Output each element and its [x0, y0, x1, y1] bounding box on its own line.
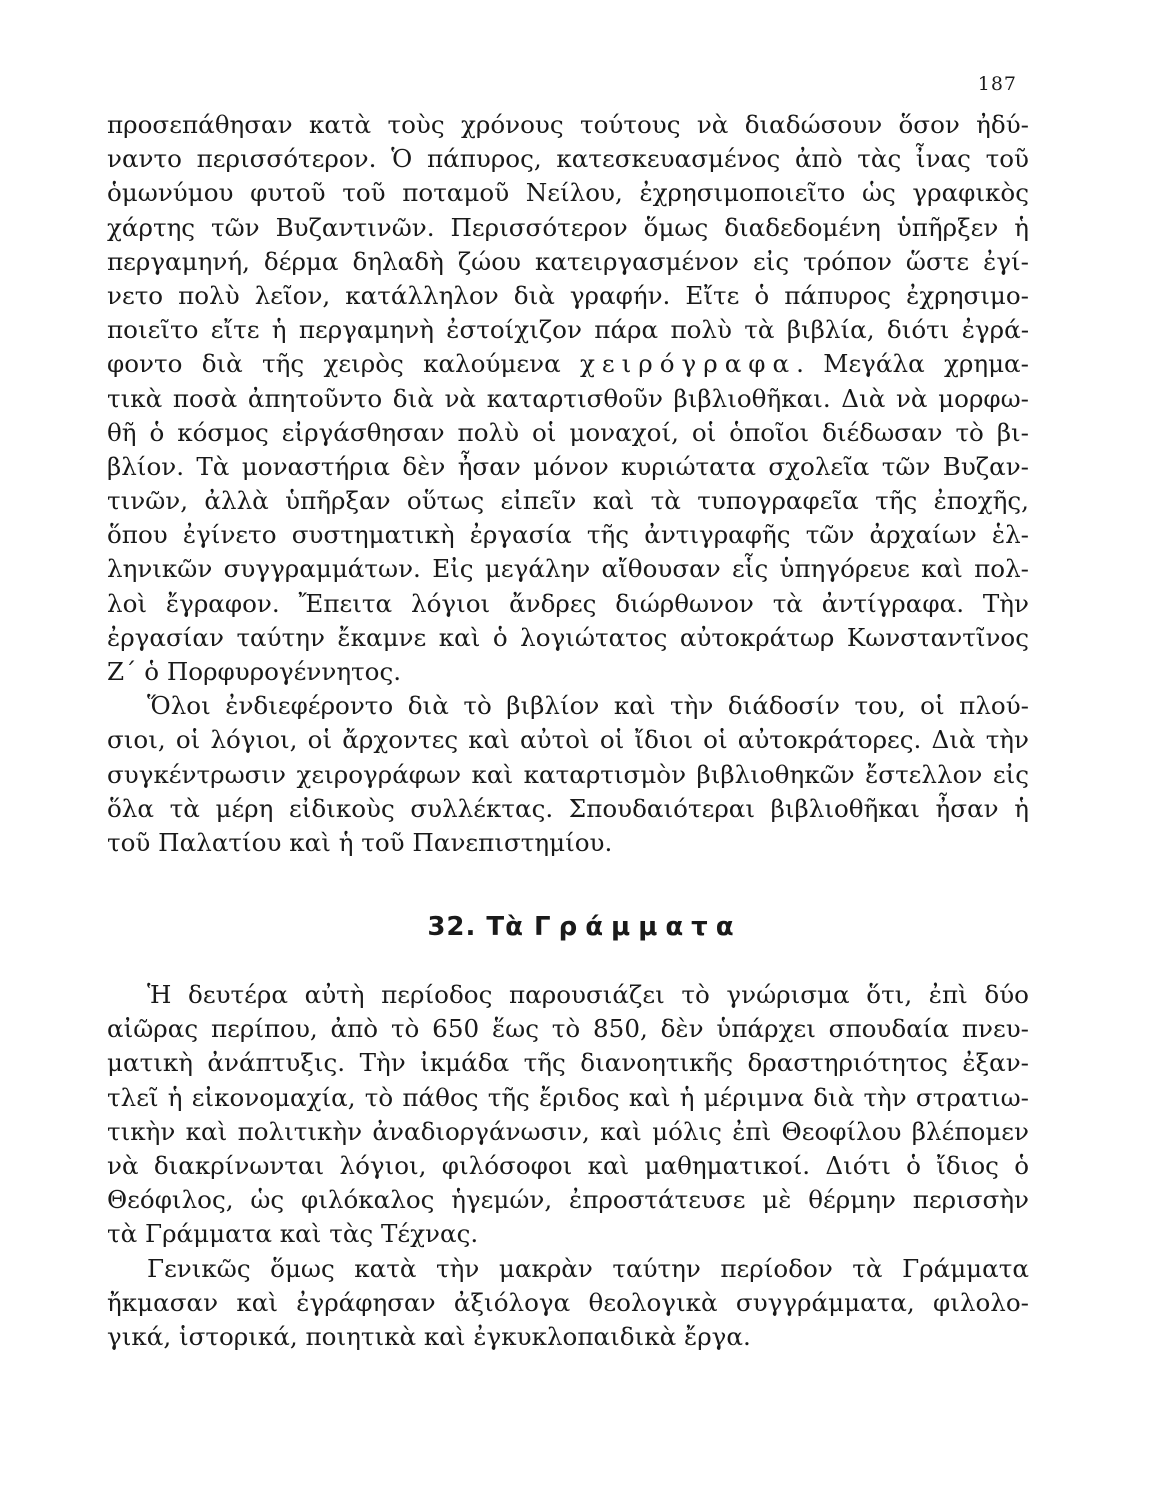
- section-one-text: [107, 108, 1029, 860]
- text-line: Ἡ δευτέρα αὐτὴ περίοδος παρουσιάζει τὸ γνώρισμα ὅτι, ἐπὶ δύο: [147, 980, 1029, 1009]
- text-line: ποιεῖτο εἴτε ἡ περγαμηνὴ ἐστοίχιζον πάρα πολὺ τὰ βιβλία, διότι ἐγρά-: [107, 315, 1029, 345]
- text-line: τὰ Γράμματα καὶ τὰς Τέχνας.: [107, 1219, 479, 1249]
- text-line: γικά, ἱστορικά, ποιητικὰ καὶ ἐγκυκλοπαιδικὰ ἔργα.: [107, 1321, 751, 1351]
- section-heading: [0, 912, 1169, 942]
- text-line: ματικὴ ἀνάπτυξις. Τὴν ἰκμάδα τῆς διανοητικῆς δραστηριότητος ἐξαν-: [107, 1048, 1029, 1078]
- text-line: ληνικῶν συγγραμμάτων. Εἰς μεγάλην αἴθουσαν εἷς ὑπηγόρευε καὶ πολ-: [107, 554, 1029, 584]
- text-line: ὅπου ἐγίνετο συστηματικὴ ἐργασία τῆς ἀντιγραφῆς τῶν ἀρχαίων ἑλ-: [107, 520, 1029, 550]
- text-fragment: φοντο διὰ τῆς χειρὸς καλούμενα: [107, 349, 580, 379]
- paragraph-1: [107, 108, 1029, 689]
- paragraph-3: [107, 978, 1029, 1252]
- paragraph-2: [107, 689, 1029, 860]
- text-line: [107, 347, 1029, 381]
- text-line: σιοι, οἱ λόγιοι, οἱ ἄρχοντες καὶ αὐτοὶ οἱ ἴδιοι οἱ αὐτοκράτορες. Διὰ τὴν: [107, 725, 1029, 755]
- text-line: ἤκμασαν καὶ ἐγράφησαν ἀξιόλογα θεολογικὰ συγγράμματα, φιλολο-: [107, 1287, 1029, 1317]
- text-line: ἐργασίαν ταύτην ἔκαμνε καὶ ὁ λογιώτατος αὐτοκράτωρ Κωνσταντῖνος: [107, 622, 1029, 652]
- text-line: συγκέντρωσιν χειρογράφων καὶ καταρτισμὸν βιβλιοθηκῶν ἔστελλον εἰς: [107, 759, 1029, 789]
- text-line: λοὶ ἔγραφον. Ἔπειτα λόγιοι ἄνδρες διώρθωνον τὰ ἀντίγραφα. Τὴν: [107, 588, 1029, 618]
- text-line: τλεῖ ἡ εἰκονομαχία, τὸ πάθος τῆς ἔριδος καὶ ἡ μέριμνα διὰ τὴν στρατιω-: [107, 1082, 1029, 1112]
- paragraph-4: [107, 1252, 1029, 1355]
- text-line: προσεπάθησαν κατὰ τοὺς χρόνους τούτους νὰ διαδώσουν ὅσον ἠδύ-: [107, 110, 1029, 139]
- text-line: τικὴν καὶ πολιτικὴν ἀναδιοργάνωσιν, καὶ μόλις ἐπὶ Θεοφίλου βλέπομεν: [107, 1116, 1029, 1146]
- text-line: ὁμωνύμου φυτοῦ τοῦ ποταμοῦ Νείλου, ἐχρησιμοποιεῖτο ὡς γραφικὸς: [107, 178, 1029, 208]
- text-line: Ζ΄ ὁ Πορφυρογέννητος.: [107, 657, 402, 686]
- text-line: Θεόφιλος, ὡς φιλόκαλος ἡγεμών, ἐπροστάτευσε μὲ θέρμην περισσὴν: [107, 1185, 1029, 1215]
- text-line: τινῶν, ἀλλὰ ὑπῆρξαν οὕτως εἰπεῖν καὶ τὰ τυπογραφεῖα τῆς ἐποχῆς,: [107, 486, 1029, 516]
- section-number: 32.: [427, 912, 477, 942]
- text-line: βλίον. Τὰ μοναστήρια δὲν ἦσαν μόνον κυριώτατα σχολεῖα τῶν Βυζαν-: [107, 451, 1029, 481]
- text-line: περγαμηνή, δέρμα δηλαδὴ ζώου κατειργασμένον εἰς τρόπον ὥστε ἐγί-: [107, 246, 1029, 276]
- text-line: ναντο περισσότερον. Ὁ πάπυρος, κατεσκευασμένος ἀπὸ τὰς ἶνας τοῦ: [107, 144, 1029, 174]
- emphasized-word: χειρόγραφα: [579, 349, 797, 379]
- text-fragment: . Μεγάλα χρημα-: [796, 349, 1029, 379]
- section-title-article: Τὰ: [486, 912, 525, 942]
- section-title-word: Γράμματα: [534, 912, 742, 942]
- text-line: τικὰ ποσὰ ἀπητοῦντο διὰ νὰ καταρτισθοῦν βιβλιοθῆκαι. Διὰ νὰ μορφω-: [107, 383, 1029, 413]
- text-line: τοῦ Παλατίου καὶ ἡ τοῦ Πανεπιστημίου.: [107, 827, 613, 857]
- text-line: νὰ διακρίνωνται λόγιοι, φιλόσοφοι καὶ μαθηματικοί. Διότι ὁ ἴδιος ὁ: [107, 1150, 1029, 1180]
- section-two-text: [107, 978, 1029, 1354]
- text-line: αἰῶρας περίπου, ἀπὸ τὸ 650 ἕως τὸ 850, δὲν ὑπάρχει σπουδαία πνευ-: [107, 1014, 1029, 1044]
- text-line: Ὅλοι ἐνδιεφέροντο διὰ τὸ βιβλίον καὶ τὴν διάδοσίν του, οἱ πλού-: [147, 691, 1029, 721]
- text-line: θῆ ὁ κόσμος εἰργάσθησαν πολὺ οἱ μοναχοί, οἱ ὁποῖοι διέδωσαν τὸ βι-: [107, 417, 1029, 447]
- text-line: Γενικῶς ὅμως κατὰ τὴν μακρὰν ταύτην περίοδον τὰ Γράμματα: [147, 1253, 1029, 1283]
- text-line: χάρτης τῶν Βυζαντινῶν. Περισσότερον ὅμως διαδεδομένη ὑπῆρξεν ἡ: [107, 212, 1029, 242]
- text-line: νετο πολὺ λεῖον, κατάλληλον διὰ γραφήν. Εἴτε ὁ πάπυρος ἐχρησιμο-: [107, 280, 1029, 310]
- page-number: 187: [977, 73, 1017, 95]
- text-line: ὅλα τὰ μέρη εἰδικοὺς συλλέκτας. Σπουδαιότεραι βιβλιοθῆκαι ἦσαν ἡ: [107, 793, 1029, 823]
